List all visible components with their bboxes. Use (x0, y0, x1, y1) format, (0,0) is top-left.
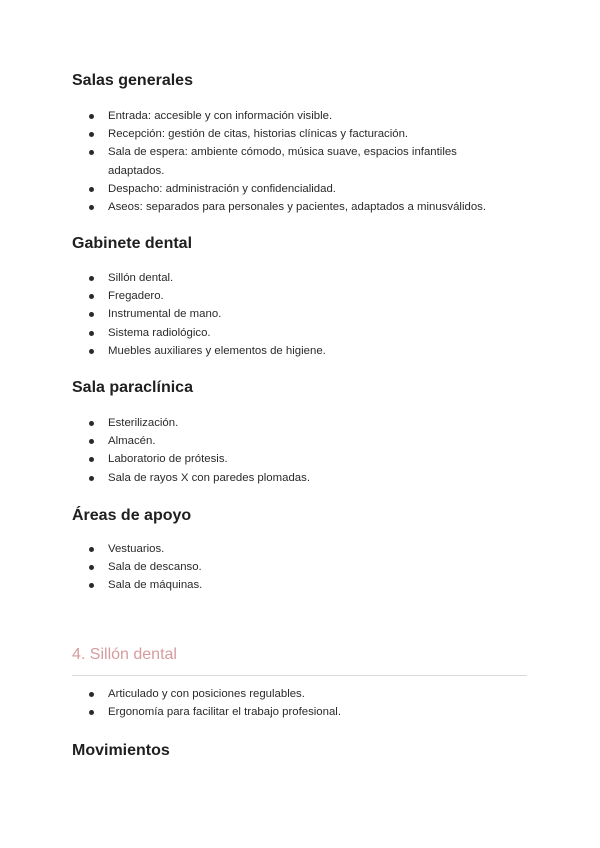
list-sillon-dental (72, 685, 528, 721)
list-item: Despacho: administración y confidencialidad. (72, 180, 528, 198)
list-item: Sala de descanso. (72, 558, 528, 576)
list-item: Fregadero. (72, 287, 528, 305)
bullet-icon (89, 583, 94, 588)
bullet-icon (89, 331, 94, 336)
list-item: Instrumental de mano. (72, 305, 528, 323)
bullet-icon (89, 476, 94, 481)
bullet-icon (89, 294, 94, 299)
list-item: Sala de espera: ambiente cómodo, música suave, espacios infantiles adaptados. (72, 143, 488, 179)
heading-sillon-dental: 4. Sillón dental (72, 646, 177, 663)
bullet-icon (89, 349, 94, 354)
list-item: Entrada: accesible y con información visible. (72, 107, 528, 125)
list-item: Almacén. (72, 432, 528, 450)
list-item: Sistema radiológico. (72, 324, 528, 342)
list-item: Vestuarios. (72, 540, 528, 558)
list-areas-apoyo (72, 540, 528, 595)
list-item: Sala de rayos X con paredes plomadas. (72, 469, 528, 487)
heading-sala-paraclinica: Sala paraclínica (72, 379, 193, 396)
list-item: Sillón dental. (72, 269, 528, 287)
list-item: Muebles auxiliares y elementos de higiene. (72, 342, 528, 360)
bullet-icon (89, 205, 94, 210)
section-divider (72, 675, 527, 676)
bullet-icon (89, 565, 94, 570)
list-item: Articulado y con posiciones regulables. (72, 685, 528, 703)
list-gabinete-dental (72, 269, 528, 360)
bullet-icon (89, 150, 94, 155)
list-salas-generales (72, 107, 528, 216)
list-item: Ergonomía para facilitar el trabajo profesional. (72, 703, 528, 721)
heading-movimientos: Movimientos (72, 742, 170, 759)
heading-gabinete-dental: Gabinete dental (72, 235, 193, 252)
bullet-icon (89, 710, 94, 715)
list-item: Sala de máquinas. (72, 576, 528, 594)
heading-salas-generales: Salas generales (72, 72, 193, 89)
list-sala-paraclinica (72, 414, 528, 487)
bullet-icon (89, 187, 94, 192)
list-item: Recepción: gestión de citas, historias clínicas y facturación. (72, 125, 528, 143)
bullet-icon (89, 457, 94, 462)
bullet-icon (89, 421, 94, 426)
bullet-icon (89, 692, 94, 697)
bullet-icon (89, 132, 94, 137)
list-item: Laboratorio de prótesis. (72, 450, 528, 468)
bullet-icon (89, 439, 94, 444)
list-item: Aseos: separados para personales y pacientes, adaptados a minusválidos. (72, 198, 528, 216)
heading-areas-apoyo: Áreas de apoyo (72, 507, 192, 524)
bullet-icon (89, 276, 94, 281)
bullet-icon (89, 312, 94, 317)
bullet-icon (89, 114, 94, 119)
list-item: Esterilización. (72, 414, 528, 432)
bullet-icon (89, 547, 94, 552)
